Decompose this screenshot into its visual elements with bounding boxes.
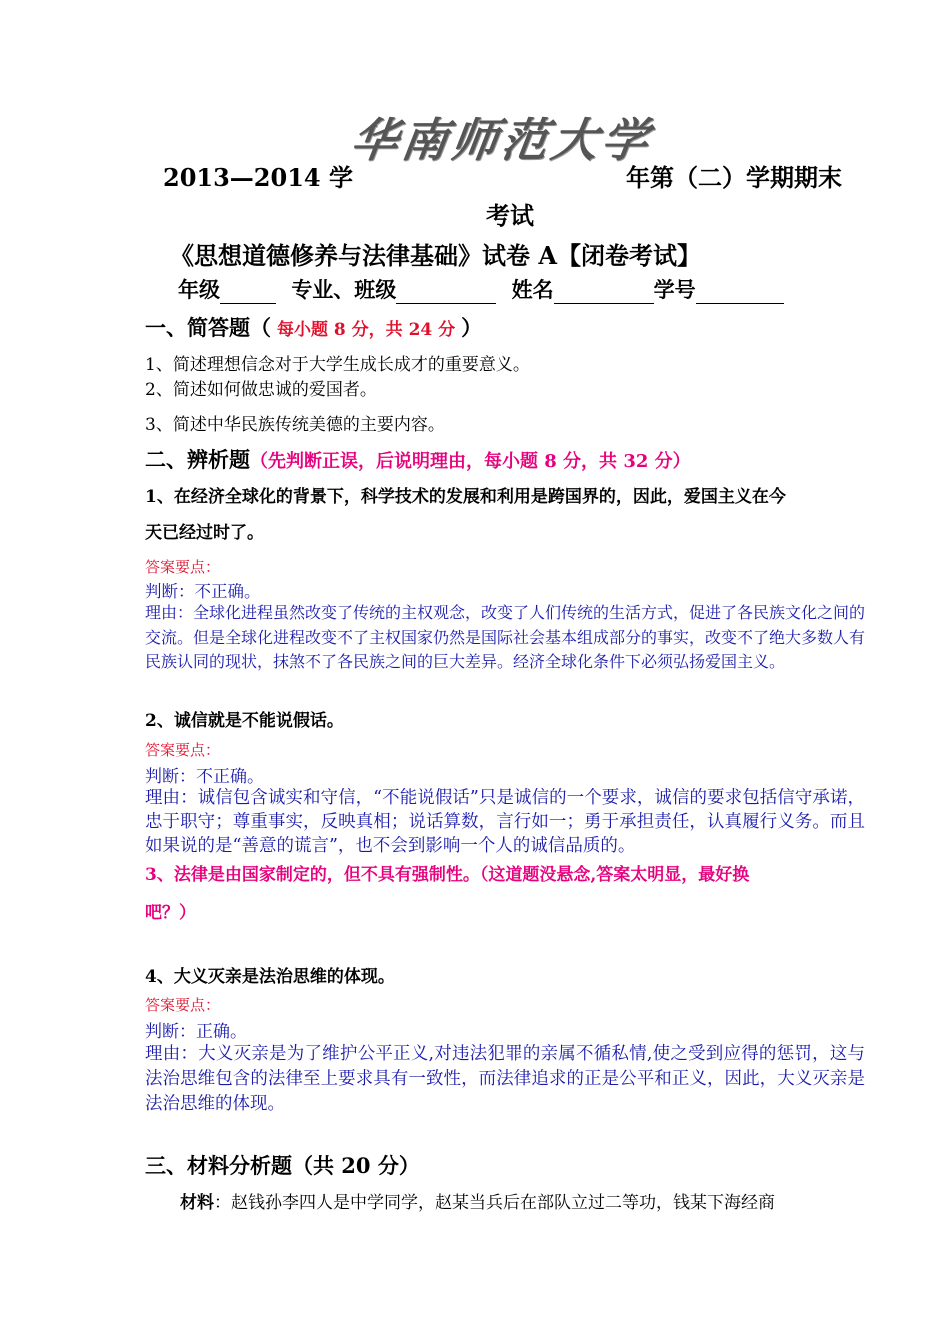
question-1-3: 3、简述中华民族传统美德的主要内容。 bbox=[145, 415, 445, 435]
section1-close: ） bbox=[461, 315, 483, 340]
section1-title: 一、简答题（ bbox=[145, 315, 271, 340]
question-1-1: 1、简述理想信念对于大学生成长成才的重要意义。 bbox=[145, 355, 530, 375]
answer-2-judgement: 判断：不正确。 bbox=[145, 767, 264, 787]
exam-year: 2013—2014 学 bbox=[163, 163, 353, 192]
id-blank[interactable] bbox=[696, 283, 784, 304]
question-2-1-line1: 1、在经济全球化的背景下，科学技术的发展和利用是跨国界的，因此，爱国主义在今 bbox=[145, 487, 786, 507]
major-blank[interactable] bbox=[396, 283, 496, 304]
question-2-3-line1 bbox=[145, 860, 749, 885]
major-label: 专业、班级 bbox=[291, 277, 397, 302]
name-label: 姓名 bbox=[511, 277, 554, 302]
id-label: 学号 bbox=[653, 277, 696, 302]
answer-4-label: 答案要点： bbox=[145, 996, 221, 1014]
section1-heading bbox=[145, 312, 482, 342]
question-2-2: 2、诚信就是不能说假话。 bbox=[145, 711, 344, 731]
exam-term: 年第（二）学期期末 bbox=[626, 163, 842, 192]
exam-subject: 《思想道德修养与法律基础》试卷 A【闭卷考试】 bbox=[170, 241, 701, 270]
material-text bbox=[180, 1188, 775, 1213]
section2-heading bbox=[145, 444, 691, 474]
section3-heading: 三、材料分析题（共 20 分） bbox=[145, 1153, 420, 1178]
question-2-3: 3、法律是由国家制定的，但不具有强制性。 bbox=[145, 865, 480, 885]
question-2-4: 4、大义灭亲是法治思维的体现。 bbox=[145, 967, 395, 987]
name-blank[interactable] bbox=[554, 283, 654, 304]
answer-4-reason: 理由：大义灭亲是为了维护公平正义,对违法犯罪的亲属不循私情,使之受到应得的惩罚，这与法治思维包含的法律至上要求具有一致性，而法律追求的正是公平和正义，因此，大义灭亲是法治思维的体现。 bbox=[145, 1044, 865, 1114]
answer-1-label: 答案要点： bbox=[145, 558, 221, 576]
answer-1-reason: 理由：全球化进程虽然改变了传统的主权观念，改变了人们传统的生活方式，促进了各民族文化之间的交流。但是全球化进程改变不了主权国家仍然是国际社会基本组成部分的事实，改变不了绝大多数人有民族认同的现状，抹煞不了各民族之间的巨大差异。经济全球化条件下必须弘扬爱国主义。 bbox=[145, 603, 866, 671]
material-content: ：赵钱孙李四人是中学同学，赵某当兵后在部队立过二等功，钱某下海经商 bbox=[214, 1193, 775, 1213]
answer-1-judgement: 判断：不正确。 bbox=[145, 582, 261, 601]
question-2-3-comment-line2: 吧？） bbox=[145, 903, 196, 923]
question-1-2: 2、简述如何做忠诚的爱国者。 bbox=[145, 380, 377, 400]
answer-2-label: 答案要点： bbox=[145, 741, 221, 759]
university-logo: 华南师范大学 bbox=[347, 113, 656, 167]
grade-blank[interactable] bbox=[220, 283, 276, 304]
exam-type: 考试 bbox=[486, 201, 534, 230]
section1-note: 每小题 8 分，共 24 分 bbox=[277, 320, 456, 340]
material-label: 材料 bbox=[180, 1193, 214, 1213]
student-info-line bbox=[178, 274, 784, 304]
answer-2-reason: 理由：诚信包含诚实和守信，“不能说假话”只是诚信的一个要求，诚信的要求包括信守承诺，忠于职守；尊重事实，反映真相；说话算数，言行如一；勇于承担责任，认真履行义务。而且如果说的是“善意的谎言”，也不会到影响一个人的诚信品质的。 bbox=[145, 788, 865, 856]
question-2-1-line2: 天已经过时了。 bbox=[145, 523, 264, 543]
question-2-3-comment: （这道题没悬念,答案太明显，最好换 bbox=[479, 865, 750, 885]
grade-label: 年级 bbox=[178, 277, 220, 302]
answer-4-judgement: 判断：正确。 bbox=[145, 1022, 247, 1042]
section2-title: 二、辨析题 bbox=[145, 447, 250, 472]
section2-note: （先判断正误，后说明理由，每小题 8 分，共 32 分） bbox=[250, 451, 691, 472]
